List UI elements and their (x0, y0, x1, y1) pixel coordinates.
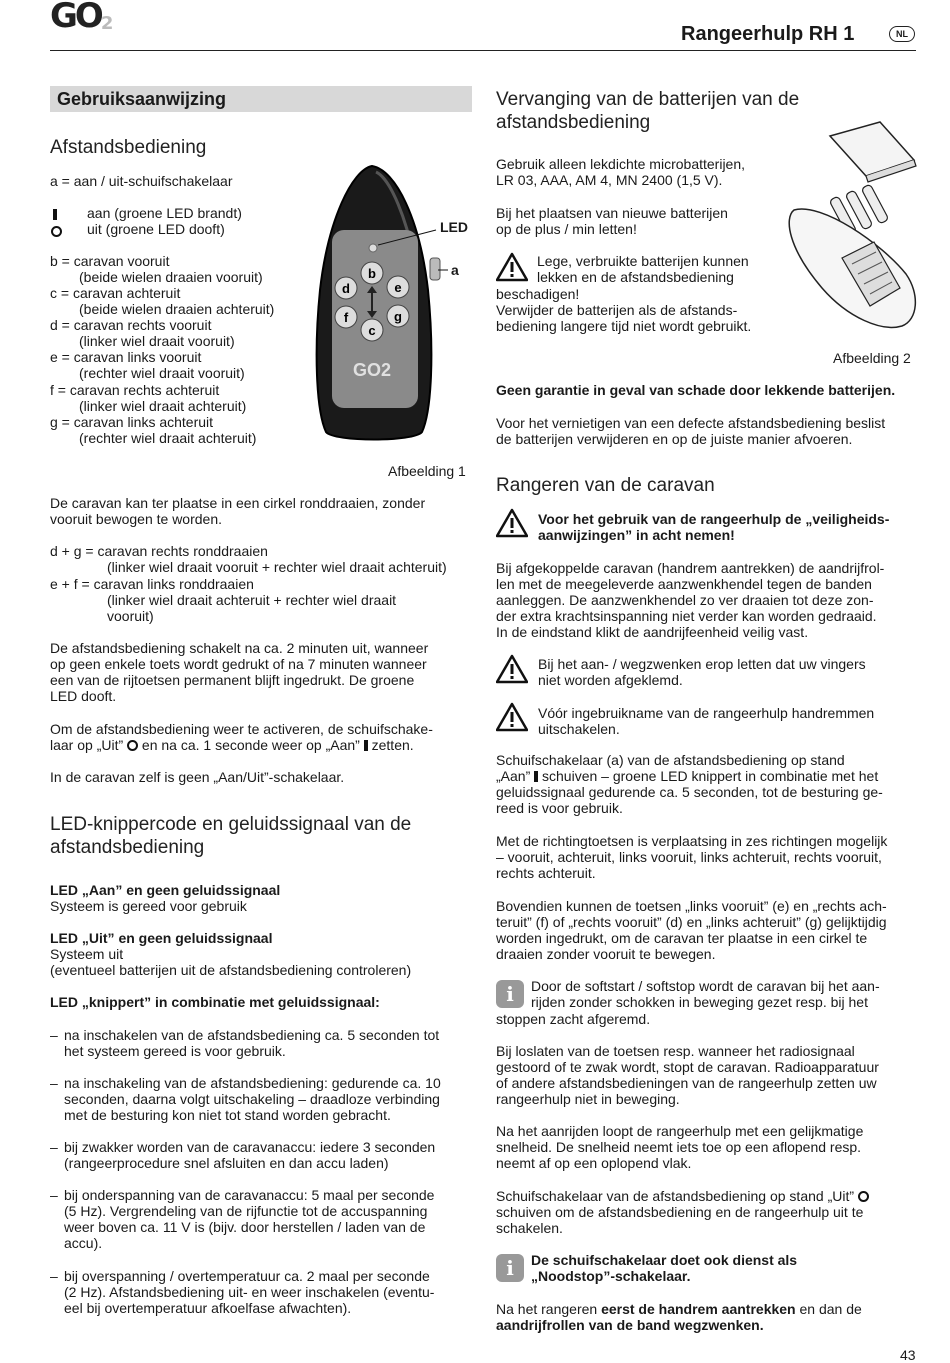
directions-paragraph: Met de richtingtoetsen is verplaatsing in zes richtingen mogelijk – vooruit, achteruit, links vooruit, links achteruit, rechts vooruit, rechts achteruit. (496, 833, 888, 881)
blink-item: na inschakelen van de afstandsbediening ca. 5 seconden tot het systeem gereed is voor gebruik. (64, 1027, 440, 1059)
warning-icon (496, 654, 528, 684)
led-on-title: LED „Aan” en geen geluidssignaal (50, 882, 281, 898)
warning-battery-leak-cont: beschadigen! Verwijder de batterijen als de afstands- bediening langere tijd niet wordt gebruikt. (496, 286, 752, 334)
reactivate-line-1: Om de afstandsbediening weer te activeren, de schuifschake- (50, 721, 433, 737)
section-bar (50, 86, 472, 112)
key-e: e = caravan links vooruit (50, 349, 202, 365)
legend-a: a = aan / uit-schuifschakelaar (50, 173, 233, 189)
off-symbol-icon (51, 223, 62, 239)
warning-safety-instructions: Voor het gebruik van de rangeerhulp de „veiligheids- aanwijzingen” in acht nemen! (538, 511, 890, 543)
key-g: g = caravan links achteruit (50, 414, 214, 430)
after-line-1: Na het rangeren eerst de handrem aantrekken en dan de (496, 1301, 862, 1317)
after-line-2: aandrijfrollen van de band wegzwenken. (496, 1317, 764, 1333)
speed-paragraph: Na het aanrijden loopt de rangeerhulp met een gelijkmatige snelheid. De snelheid neemt iets toe op een aflopend resp. neemt af op een oplopend vlak. (496, 1123, 864, 1171)
led-off-title: LED „Uit” en geen geluidssignaal (50, 930, 273, 946)
led-blink-title: LED „knippert” in combinatie met geluidssignaal: (50, 994, 380, 1010)
off-line-2: schuiven om de afstandsbediening en de rangeerhulp uit te schakelen. (496, 1204, 864, 1236)
blink-item: bij zwakker worden van de caravanaccu: iedere 3 seconden (rangeerprocedure snel afsluiten en dan accu laden) (64, 1139, 436, 1171)
heading-batteries: Vervanging van de batterijen van de afstandsbediening (496, 89, 800, 133)
warning-battery-leak: Lege, verbruikte batterijen kunnen lekken en de afstandsbediening (537, 253, 749, 285)
warning-icon (496, 508, 528, 538)
brand-logo: $GO_2$ (50, 0, 114, 36)
no-guarantee-notice: Geen garantie in geval van schade door lekkende batterijen. (496, 382, 896, 398)
release-paragraph: Bij loslaten van de toetsen resp. wanneer het radiosignaal gestoord of te zwak wordt, stopt de caravan. Radioapparatuur of andere afstandsbedieningen van de rangeerhulp zetten uw rangeerhulp niet in beweging. (496, 1043, 879, 1107)
warning-icon (496, 702, 528, 732)
key-b-sub: (beide wielen draaien vooruit) (79, 269, 263, 285)
switch-line-1: Schuifschakelaar (a) van de afstandsbediening op stand (496, 752, 845, 768)
header-rule (50, 50, 916, 51)
key-f-sub: (linker wiel draait achteruit) (79, 398, 247, 414)
key-e-sub: (rechter wiel draait vooruit) (79, 365, 245, 381)
combo-dg-sub: (linker wiel draait vooruit + rechter wiel draait achteruit) (107, 559, 447, 575)
on-symbol-icon (534, 771, 538, 782)
info-icon: i (496, 980, 524, 1008)
combo-paragraph: Bovendien kunnen de toetsen „links vooruit” (e) en „rechts ach- teruit” (f) of „rechts vooruit” (d) en „links achteruit” (g) gelijktijdig worden ingedrukt, om de caravan ter plaatse in een cirkel te draaien zonder vooruit te bewegen. (496, 898, 887, 962)
fig1-button-c: c (368, 323, 376, 338)
battery-type-paragraph: Gebruik alleen lekdichte microbatterijen, LR 03, AAA, AM 4, MN 2400 (1,5 V). (496, 156, 746, 188)
key-c: c = caravan achteruit (50, 285, 181, 301)
combo-ef: e + f = caravan links ronddraaien (50, 576, 254, 592)
info-softstart: Door de softstart / softstop wordt de caravan bij het aan- rijden zonder schokken in beweging gezet resp. bij het (531, 978, 880, 1010)
switch-line-2: „Aan” schuiven – groene LED knippert in combinatie met het (496, 768, 879, 784)
fig1-button-b: b (368, 266, 376, 281)
figure-remote-control (310, 160, 485, 445)
key-b: b = caravan vooruit (50, 253, 170, 269)
warning-brakes: Vóór ingebruikname van de rangeerhulp handremmen uitschakelen. (538, 705, 875, 737)
combo-ef-sub: (linker wiel draait achteruit + rechter wiel draait vooruit) (107, 592, 397, 624)
language-badge: NL (889, 26, 915, 42)
blink-item: bij overspanning / overtemperatuur ca. 2 maal per seconde (2 Hz). Afstandsbediening uit- en weer inschakelen (eventu- eel bij overtemperatuur afkoelfase afwachten). (64, 1268, 435, 1316)
key-g-sub: (rechter wiel draait achteruit) (79, 430, 257, 446)
fig1-logo: GO2 (352, 360, 392, 380)
uncoupled-paragraph: Bij afgekoppelde caravan (handrem aantrekken) de aandrijfrol- len met de meegeleverde aanzwenkhendel tegen de banden aanleggen. De aanzwenkhendel zo ver draaien tot deze zon- der extra krachtsinspanning niet verder kan worden gedraaid. In de eindstand klikt de aandrijfeenheid veilig vast. (496, 560, 885, 640)
fig1-a-label: a (451, 262, 459, 278)
off-symbol-icon (127, 740, 138, 751)
fig1-button-g: g (394, 309, 402, 324)
circle-paragraph: De caravan kan ter plaatse in een cirkel ronddraaien, zonder vooruit bewogen te worden. (50, 495, 426, 527)
fig1-button-f: f (343, 310, 349, 325)
off-line-1: Schuifschakelaar van de afstandsbediening op stand „Uit” (496, 1188, 869, 1204)
page-number: 43 (900, 1347, 916, 1363)
figure-battery-replacement (782, 118, 922, 336)
switch-line-3: geluidssignaal gedurende ca. 5 seconden, tot de besturing ge- reed is voor gebruik. (496, 784, 883, 816)
key-d: d = caravan rechts vooruit (50, 317, 212, 333)
on-symbol-icon (364, 740, 368, 751)
battery-polarity-paragraph: Bij het plaatsen van nieuwe batterijen op de plus / min letten! (496, 205, 728, 237)
page-header-title: Rangeerhulp RH 1 (681, 23, 855, 45)
key-d-sub: (linker wiel draait vooruit) (79, 333, 235, 349)
legend-on: aan (groene LED brandt) (87, 205, 242, 221)
warning-fingers: Bij het aan- / wegzwenken erop letten dat uw vingers niet worden afgeklemd. (538, 656, 866, 688)
auto-off-paragraph: De afstandsbediening schakelt na ca. 2 minuten uit, wanneer op geen enkele toets wordt gedrukt of na 7 minuten wanneer een van de rijtoetsen permanent blijft ingedrukt. De groene LED dooft. (50, 640, 429, 704)
fig1-button-e: e (394, 280, 402, 295)
fig1-button-d: d (342, 281, 350, 296)
heading-maneuvering: Rangeren van de caravan (496, 475, 715, 496)
info-icon: i (496, 1254, 524, 1282)
off-symbol-icon (858, 1191, 869, 1202)
blink-item: na inschakeling van de afstandsbediening: gedurende ca. 10 seconden, daarna volgt uitschakeling – draadloze verbinding met de besturing kon niet tot stand worden gebracht. (64, 1075, 441, 1123)
info-emergency-stop: De schuifschakelaar doet ook dienst als „Noodstop”-schakelaar. (531, 1252, 798, 1284)
section-title: Gebruiksaanwijzing (57, 89, 227, 109)
on-symbol-icon (53, 206, 57, 222)
disposal-paragraph: Voor het vernietigen van een defecte afstandsbediening beslist de batterijen verwijderen en op de juiste manier afvoeren. (496, 415, 886, 447)
info-softstart-cont: stoppen zacht afgeremd. (496, 1011, 651, 1027)
blink-item: bij onderspanning van de caravanaccu: 5 maal per seconde (5 Hz). Vergrendeling van de rijfunctie tot de accuspanning weer boven ca. 11 V is (bijv. door herstellen / laden van de accu). (64, 1187, 435, 1251)
reactivate-line-2: laar op „Uit” en na ca. 1 seconde weer op „Aan” zetten. (50, 737, 414, 753)
figure-2-caption: Afbeelding 2 (833, 350, 911, 366)
combo-dg: d + g = caravan rechts ronddraaien (50, 543, 268, 559)
fig1-led-label: LED (440, 219, 468, 235)
figure-1-caption: Afbeelding 1 (388, 463, 466, 479)
heading-led-code: LED-knippercode en geluidssignaal van de afstandsbediening (50, 814, 412, 858)
led-off-text: Systeem uit (eventueel batterijen uit de afstandsbediening controleren) (50, 946, 412, 978)
no-switch-paragraph: In de caravan zelf is geen „Aan/Uit”-schakelaar. (50, 769, 345, 785)
warning-icon (496, 252, 528, 282)
led-on-text: Systeem is gereed voor gebruik (50, 898, 247, 914)
key-f: f = caravan rechts achteruit (50, 382, 220, 398)
heading-remote: Afstandsbediening (50, 137, 207, 158)
legend-off: uit (groene LED dooft) (87, 221, 225, 237)
key-c-sub: (beide wielen draaien achteruit) (79, 301, 275, 317)
